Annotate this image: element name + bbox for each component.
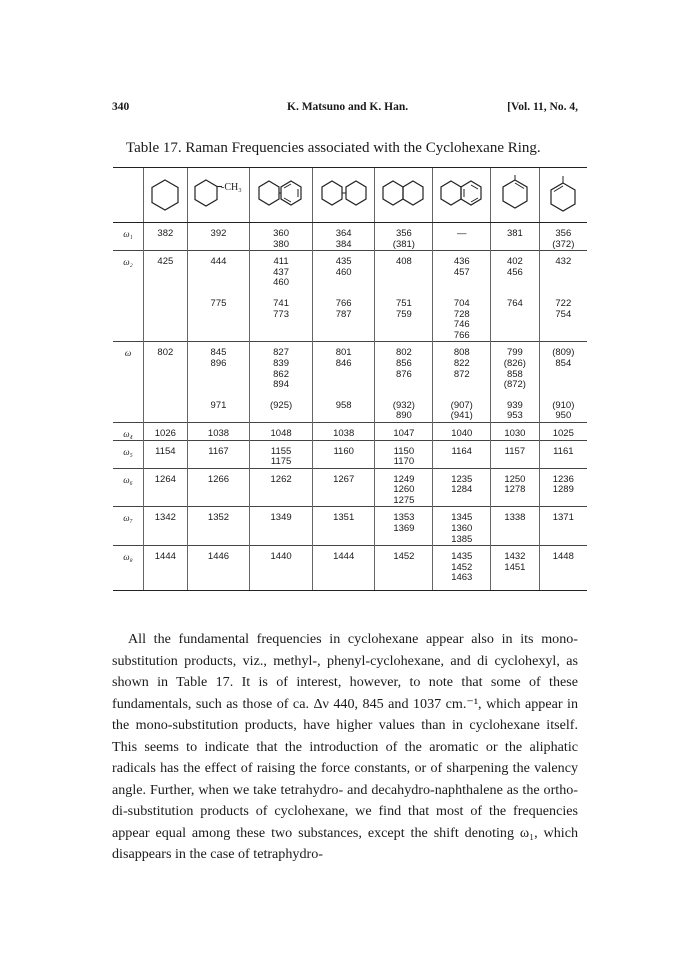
table-cell: 1342 [144,507,188,546]
table-cell: 392 [187,223,250,251]
table-cell: 802 856 876 [375,342,433,391]
table-cell: 436 457 [433,251,491,289]
table-cell: 444 [187,251,250,289]
table-cell: 360 380 [250,223,313,251]
table-cell: 1371 [539,507,587,546]
table-cell: 1266 [187,468,250,507]
table-cell: 411 437 460 [250,251,313,289]
table-row [113,289,587,342]
table-cell: 1047 [375,422,433,440]
table-cell: 1150 1170 [375,440,433,468]
table-cell [144,289,188,342]
table-cell: 1444 [144,546,188,591]
decahydronaphthalene-icon [375,168,433,223]
table-cell: (932) 890 [375,391,433,423]
corner-cell [113,168,144,223]
table-row [113,546,587,591]
table-cell: 1038 [312,422,375,440]
table-cell: 958 [312,391,375,423]
table-cell: 775 [187,289,250,342]
tetrahydronaphthalene-icon [433,168,491,223]
table-caption: Table 17. Raman Frequencies associated with the Cyclohexane Ring. [126,140,541,156]
table-cell: 1446 [187,546,250,591]
table-cell: 1155 1175 [250,440,313,468]
cyclohexene-icon [491,168,539,223]
table-cell [144,391,188,423]
table-cell: 751 759 [375,289,433,342]
table-cell: (925) [250,391,313,423]
row-label [113,289,144,342]
table-row [113,422,587,440]
row-label: ω₅ [113,440,144,468]
table-cell: 1030 [491,422,539,440]
table-cell: 722 754 [539,289,587,342]
table-cell: 764 [491,289,539,342]
row-label: ω₆ [113,468,144,507]
table-cell: 704 728 746 766 [433,289,491,342]
table-cell: 808 822 872 [433,342,491,391]
methylcyclohexene-icon [539,168,587,223]
table-cell: 766 787 [312,289,375,342]
table-cell: 1338 [491,507,539,546]
structure-header-row [113,168,587,223]
page-number: 340 [112,101,130,113]
table-cell: 741 773 [250,289,313,342]
table-cell: — [433,223,491,251]
table-cell: 356 (372) [539,223,587,251]
row-label: ω₈ [113,546,144,591]
table-cell: 1353 1369 [375,507,433,546]
row-label: ω₂ [113,251,144,289]
row-label: ω₄ [113,422,144,440]
table-cell: 364 384 [312,223,375,251]
table-cell: 1345 1360 1385 [433,507,491,546]
table-cell: 1154 [144,440,188,468]
table-cell: (907) (941) [433,391,491,423]
table-cell: 1164 [433,440,491,468]
table-cell: 1249 1260 1275 [375,468,433,507]
svg-text:-CH₃: -CH₃ [221,182,243,193]
table-cell: 1262 [250,468,313,507]
table-cell: 1351 [312,507,375,546]
table-cell: 1025 [539,422,587,440]
table-cell: 381 [491,223,539,251]
running-authors: K. Matsuno and K. Han. [287,101,409,113]
table-cell: 356 (381) [375,223,433,251]
table-cell: 1440 [250,546,313,591]
table-cell: 1026 [144,422,188,440]
table-cell: 1349 [250,507,313,546]
table-cell: 1250 1278 [491,468,539,507]
table-cell: 971 [187,391,250,423]
table-cell: (809) 854 [539,342,587,391]
dicyclohexyl-icon [312,168,375,223]
cyclohexane-icon [144,168,188,223]
table-row [113,507,587,546]
table-cell: (910) 950 [539,391,587,423]
table-cell: 1435 1452 1463 [433,546,491,591]
table-cell: 1167 [187,440,250,468]
table-cell: 1236 1289 [539,468,587,507]
table-cell: 1157 [491,440,539,468]
table-row [113,468,587,507]
table-cell: 1352 [187,507,250,546]
table-row [113,391,587,423]
table-cell: 799 (826) 858 (872) [491,342,539,391]
table-cell: 1040 [433,422,491,440]
table-row [113,223,587,251]
running-volume: [Vol. 11, No. 4, [507,101,578,113]
table-cell: 1267 [312,468,375,507]
table-cell: 1444 [312,546,375,591]
table-cell: 845 896 [187,342,250,391]
body-text [112,629,578,866]
table-cell: 1448 [539,546,587,591]
table-cell: 1160 [312,440,375,468]
table-cell: 382 [144,223,188,251]
table-cell: 432 [539,251,587,289]
table-cell: 1038 [187,422,250,440]
row-label: ω [113,342,144,391]
table-cell: 801 846 [312,342,375,391]
table-cell: 939 953 [491,391,539,423]
body-paragraph: All the fundamental frequencies in cyclohexane appear also in its mono-substitution products, viz., methyl-, phenyl-cyclohexane, and di cyclohexyl, as shown in Table 17. It is of interest, however, to note that some of these fundamentals, such as those of ca. Δν 440, 845 and 1037 cm.⁻¹, which appear in the mono-substitution products, have higher values than in cyclohexane itself. This seems to indicate that the introduction of the aromatic or the aliphatic radicals has the effect of raising the force constants, or of sharpening the valency angle. Further, when we take tetrahydro- and decahydro-naphthalene as the ortho-di-substitution products of cyclohexane, we find that most of the frequencies appear equal among these two substances, except the shift denoting ω₁, which disappears in the case of tetraphydro- [112,631,578,862]
row-label: ω₇ [113,507,144,546]
row-label: ω₁ [113,223,144,251]
table-cell: 1452 [375,546,433,591]
table-cell: 827 839 862 894 [250,342,313,391]
raman-frequency-table [113,167,587,591]
table-cell: 1161 [539,440,587,468]
table-cell: 1264 [144,468,188,507]
table-row [113,342,587,391]
running-header [112,101,578,117]
table-cell: 1048 [250,422,313,440]
table-row [113,440,587,468]
table-cell: 408 [375,251,433,289]
phenylcyclohexane-icon [250,168,313,223]
table-cell: 802 [144,342,188,391]
table-cell: 402 456 [491,251,539,289]
methylcyclohexane-icon [187,168,250,223]
table-cell: 425 [144,251,188,289]
table-cell: 1432 1451 [491,546,539,591]
table-cell: 1235 1284 [433,468,491,507]
table-row [113,251,587,289]
row-label [113,391,144,423]
table-cell: 435 460 [312,251,375,289]
